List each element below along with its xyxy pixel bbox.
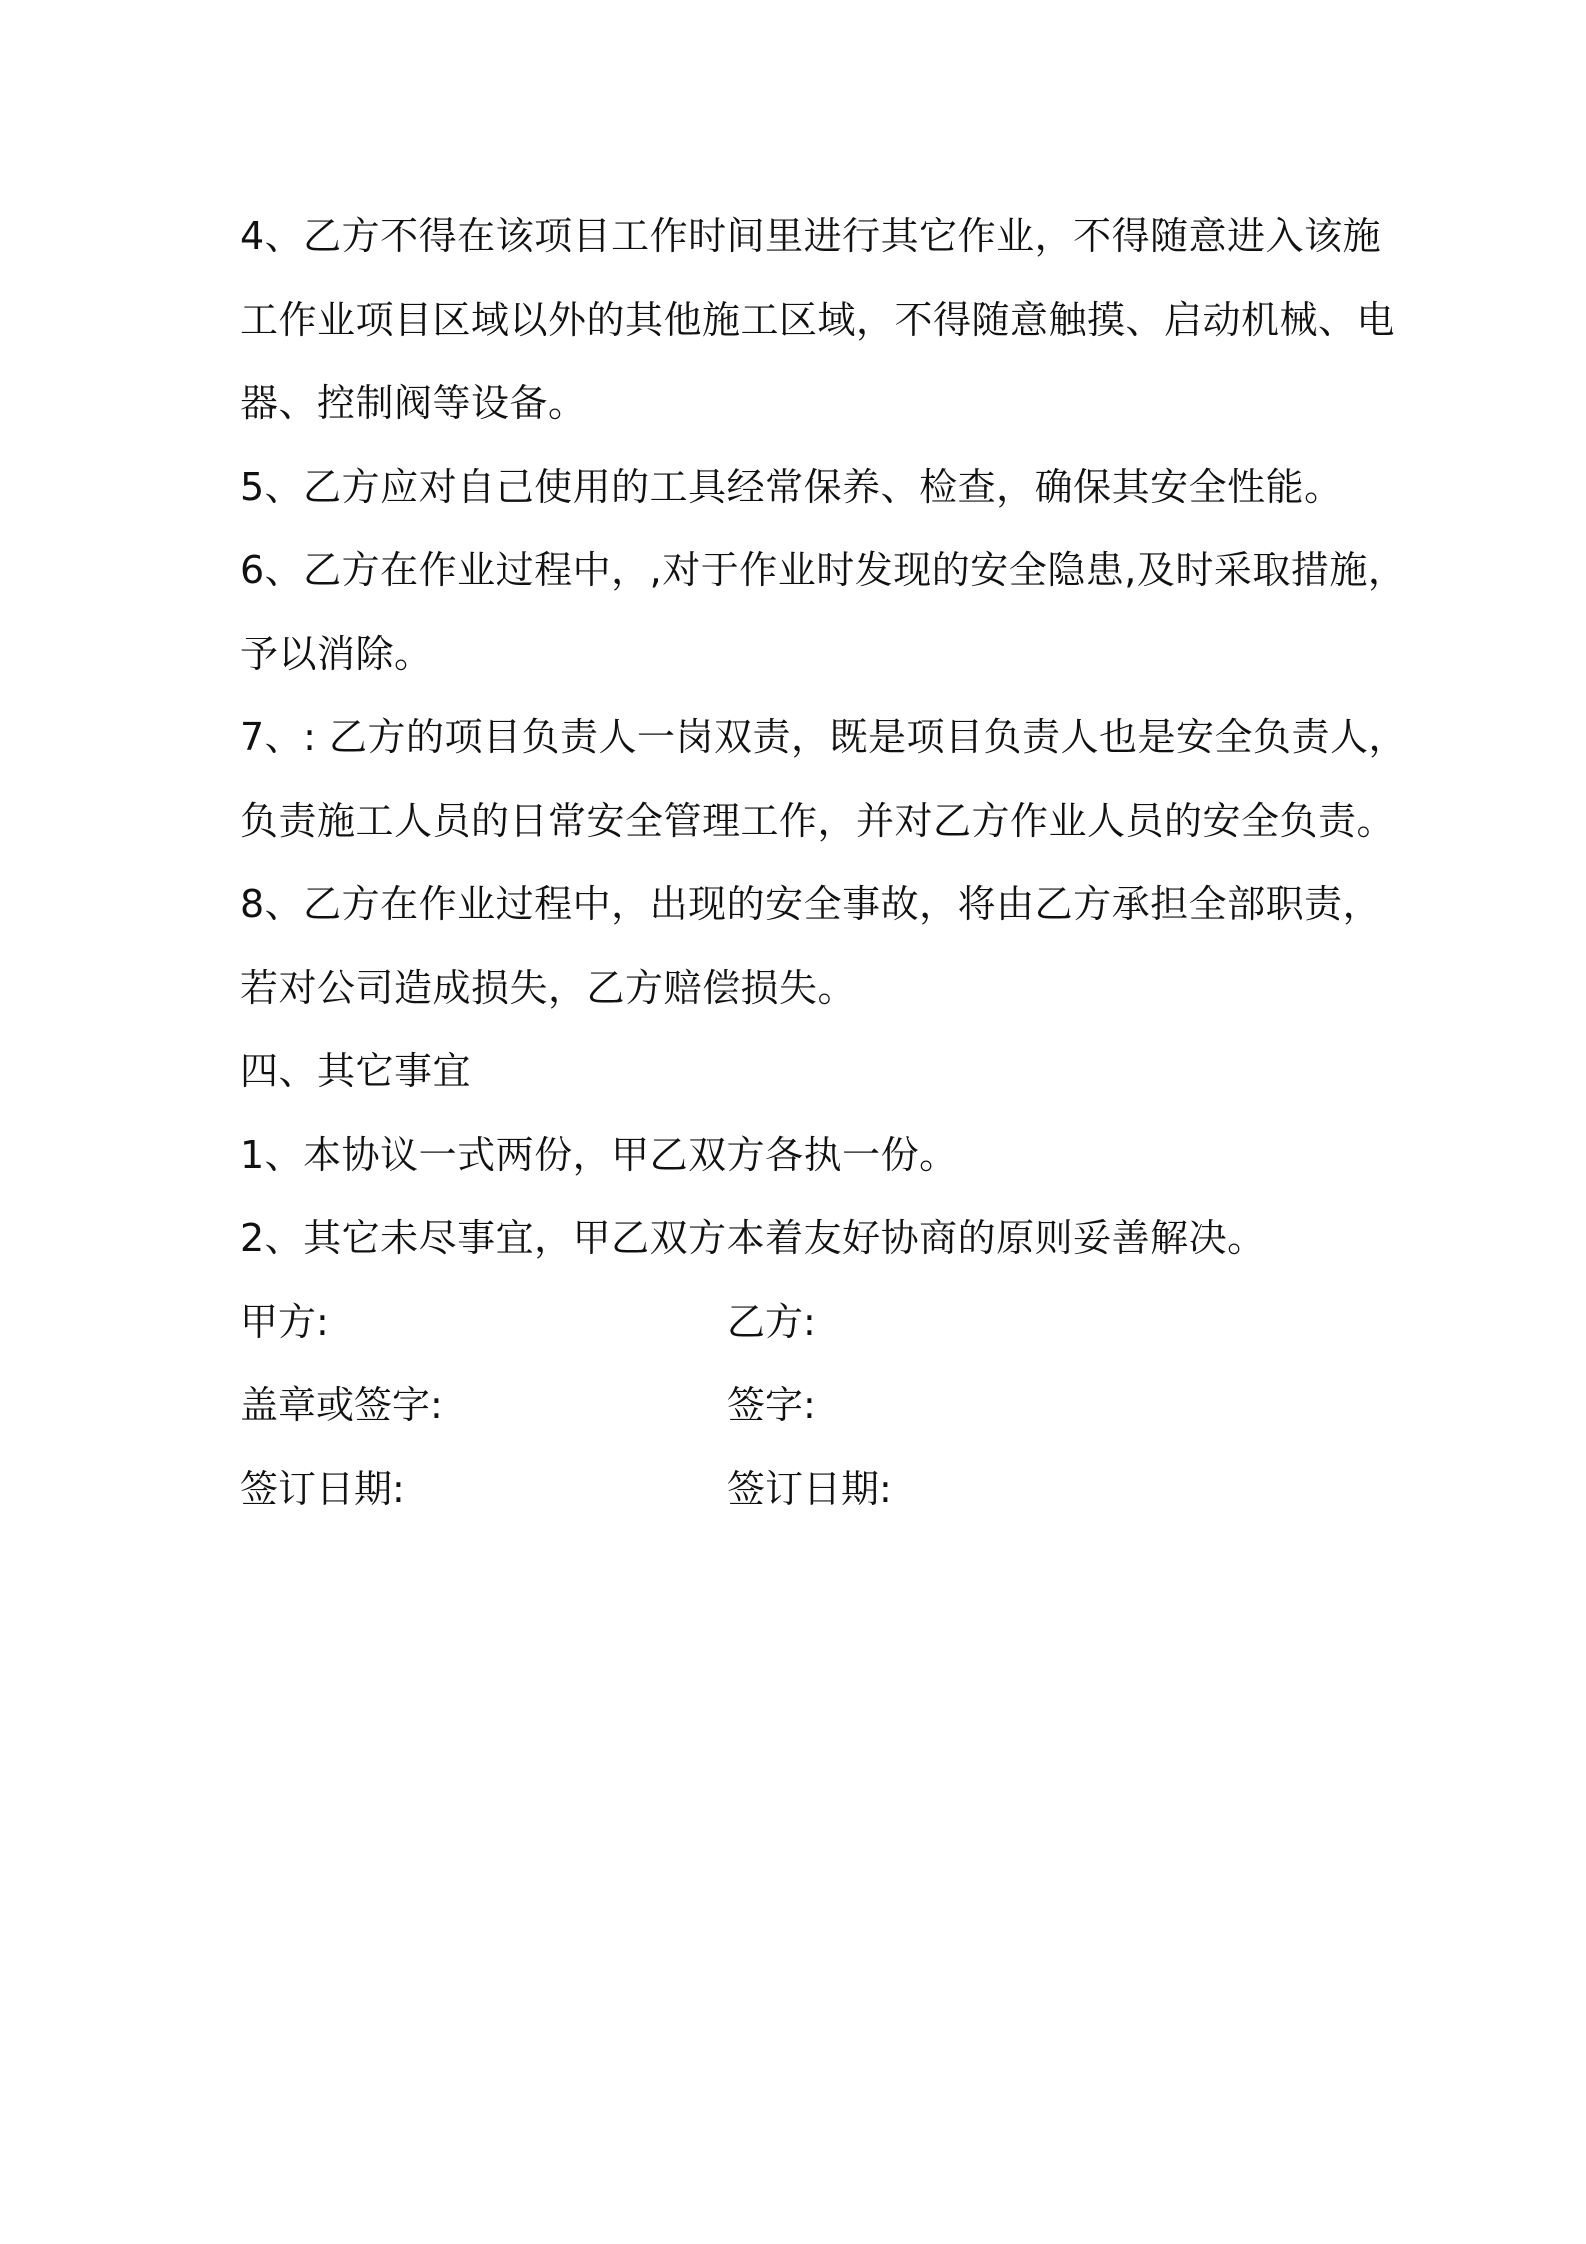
clause-4-line-2: 工作业项目区域以外的其他施工区域，不得随意触摸、启动机械、电 xyxy=(240,297,1396,342)
clause-4-line-3: 器、控制阀等设备。 xyxy=(240,381,587,425)
party-b-sign-label: 签字: xyxy=(727,1383,816,1427)
signature-row-party xyxy=(240,1281,1360,1365)
party-a-sign-label: 盖章或签字: xyxy=(240,1383,443,1427)
party-a-label: 甲方: xyxy=(240,1299,329,1344)
clause-4-line-1: 4、乙方不得在该项目工作时间里进行其它作业，不得随意进入该施 xyxy=(240,214,1382,258)
section-heading-other-matters: 四、其它事宜 xyxy=(240,1049,472,1093)
signature-row-sign xyxy=(240,1364,1360,1448)
clause-8-line-2: 若对公司造成损失，乙方赔偿损失。 xyxy=(240,965,857,1010)
signature-row-date xyxy=(240,1448,1360,1532)
clause-6-line-1: 6、乙方在作业过程中，,对于作业时发现的安全隐患,及时采取措施， xyxy=(240,548,1407,592)
party-a-date-label: 签订日期: xyxy=(240,1466,405,1511)
clause-7-line-2: 负责施工人员的日常安全管理工作，并对乙方作业人员的安全负责。 xyxy=(240,798,1396,843)
clause-8-line-1: 8、乙方在作业过程中，出现的安全事故，将由乙方承担全部职责， xyxy=(240,882,1382,926)
party-b-label: 乙方: xyxy=(727,1299,816,1344)
document-body xyxy=(240,195,1408,1531)
clause-7-line-1: 7、: 乙方的项目负责人一岗双责，既是项目负责人也是安全负责人， xyxy=(240,715,1408,759)
party-b-date-label: 签订日期: xyxy=(727,1466,892,1511)
other-clause-2: 2、其它未尽事宜，甲乙双方本着友好协商的原则妥善解决。 xyxy=(240,1216,1266,1260)
other-clause-1: 1、本协议一式两份，甲乙双方各执一份。 xyxy=(240,1132,958,1177)
clause-5: 5、乙方应对自己使用的工具经常保养、检查，确保其安全性能。 xyxy=(240,464,1343,509)
clause-6-line-2: 予以消除。 xyxy=(240,631,433,676)
